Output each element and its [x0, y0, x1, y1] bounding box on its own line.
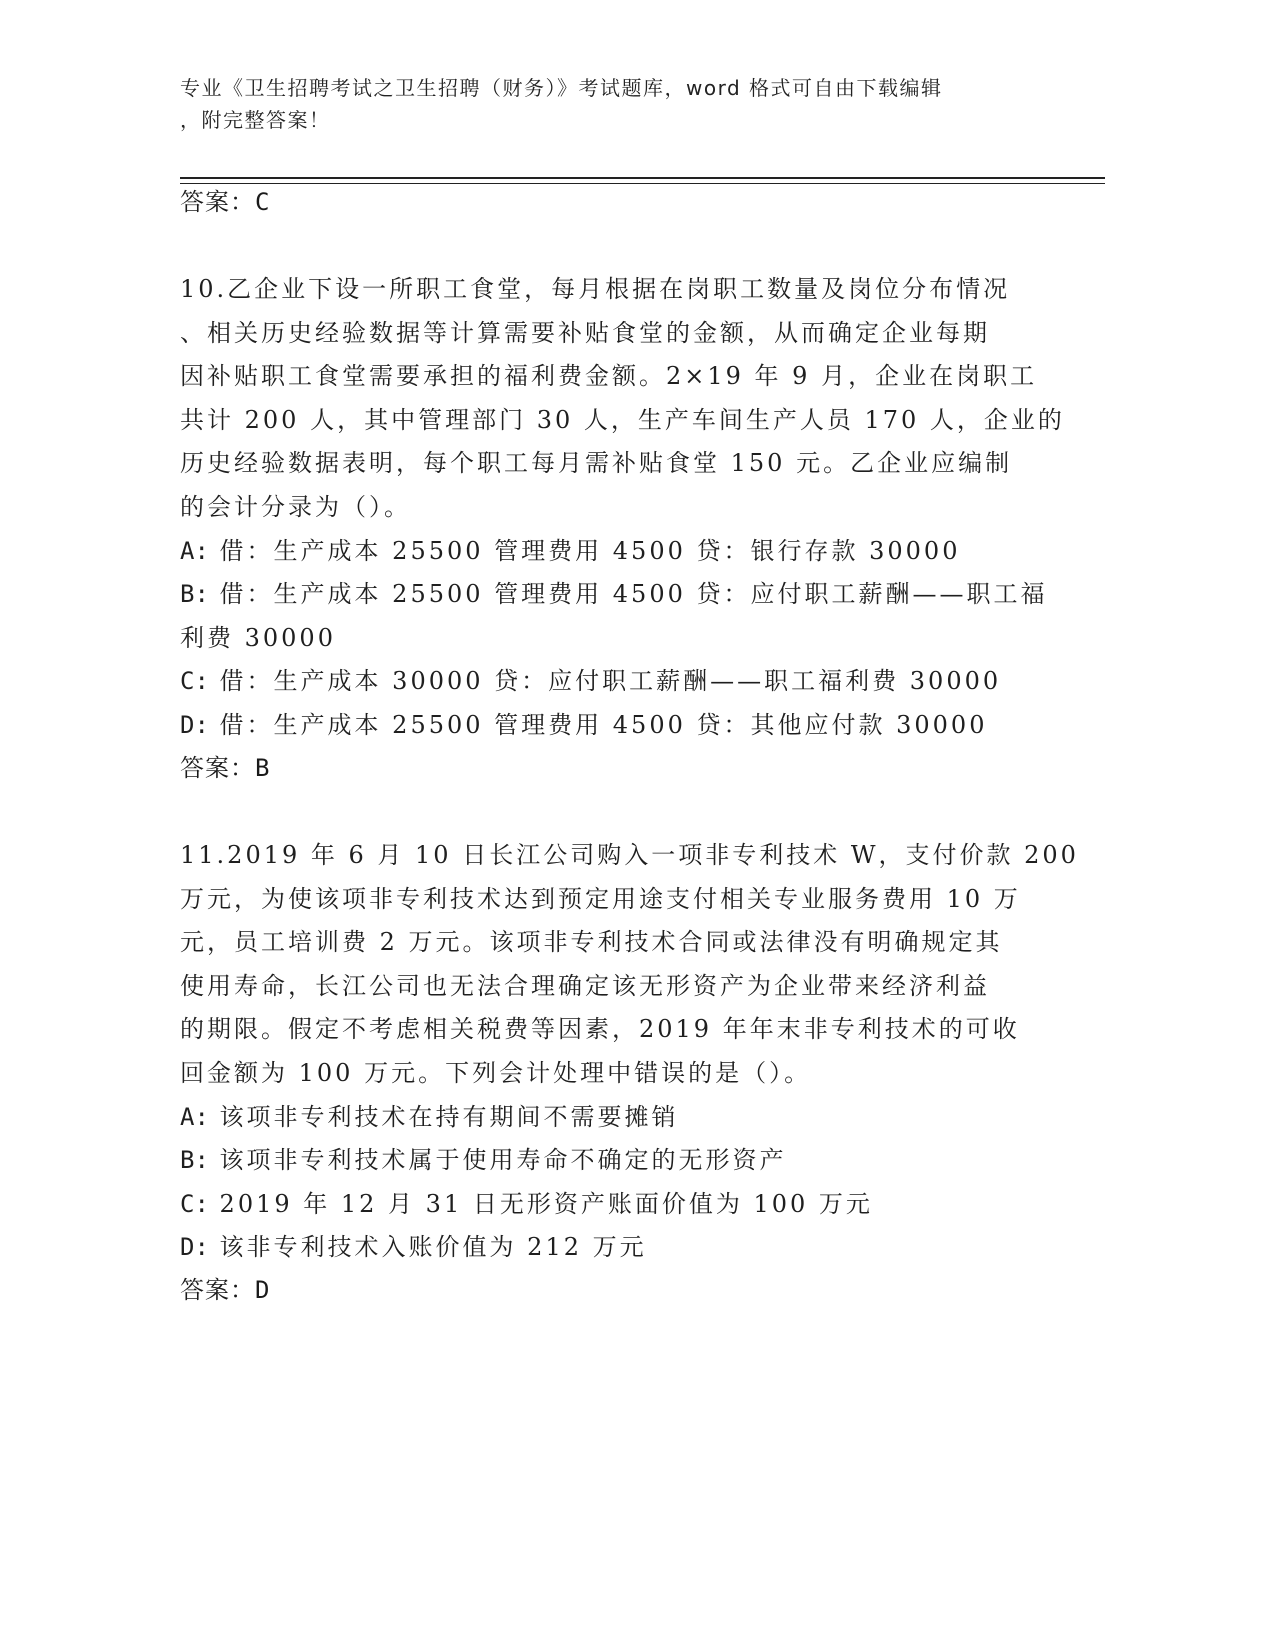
- option-text: 该项非专利技术在持有期间不需要摊销: [219, 1102, 679, 1131]
- option-b-continued: 利费 30000: [180, 623, 336, 652]
- question-text-line: 元，员工培训费 2 万元。该项非专利技术合同或法律没有明确规定其: [180, 928, 1003, 957]
- header-line-2: ，附完整答案！: [180, 108, 331, 132]
- question-text-line: 万元，为使该项非专利技术达到预定用途支付相关专业服务费用 10 万: [180, 884, 1021, 913]
- question-text-line: 10.乙企业下设一所职工食堂，每月根据在岗职工数量及岗位分布情况: [180, 275, 1011, 303]
- question-text-line: 因补贴职工食堂需要承担的福利费金额。2×19 年 9 月，企业在岗职工: [180, 362, 1038, 391]
- option-b: [180, 1139, 1080, 1183]
- option-text: 借：生产成本 30000 贷：应付职工薪酬——职工福利费 30000: [219, 667, 1002, 696]
- option-key: A:: [180, 536, 209, 565]
- option-key: C:: [180, 1189, 209, 1218]
- answer-11: [180, 1268, 270, 1312]
- question-text-line: 的会计分录为（）。: [180, 492, 411, 521]
- question-text-line: 共计 200 人，其中管理部门 30 人，生产车间生产人员 170 人，企业的: [180, 405, 1065, 434]
- answer-label: 答案：: [180, 754, 255, 782]
- option-text: 借：生产成本 25500 管理费用 4500 贷：应付职工薪酬——职工福: [219, 580, 1048, 609]
- answer-value: C: [255, 188, 271, 216]
- question-11: [180, 834, 1080, 1270]
- answer-value: D: [255, 1276, 271, 1304]
- option-a: [180, 1096, 1080, 1140]
- option-d: [180, 1226, 1080, 1270]
- answer-label: 答案：: [180, 1276, 255, 1304]
- question-text-line: 使用寿命，长江公司也无法合理确定该无形资产为企业带来经济利益: [180, 971, 990, 1000]
- option-d: [180, 704, 1080, 748]
- option-key: C:: [180, 667, 209, 696]
- option-c: [180, 660, 1080, 704]
- option-c: [180, 1183, 1080, 1227]
- option-key: B:: [180, 1146, 209, 1175]
- answer-value: B: [255, 754, 271, 782]
- answer-prev: [180, 180, 270, 224]
- option-key: A:: [180, 1102, 209, 1131]
- document-header: [180, 72, 1060, 136]
- option-text: 该非专利技术入账价值为 212 万元: [219, 1233, 647, 1262]
- question-text-line: 回金额为 100 万元。下列会计处理中错误的是（）。: [180, 1058, 812, 1087]
- option-key: B:: [180, 580, 209, 609]
- header-line-1: 专业《卫生招聘考试之卫生招聘（财务）》考试题库，word 格式可自由下载编辑: [180, 76, 943, 100]
- option-key: D:: [180, 710, 209, 739]
- option-text: 借：生产成本 25500 管理费用 4500 贷：银行存款 30000: [219, 536, 961, 565]
- option-a: [180, 530, 1080, 574]
- question-10: [180, 268, 1080, 748]
- option-key: D:: [180, 1233, 209, 1262]
- option-b: [180, 573, 1080, 617]
- question-text-line: 、相关历史经验数据等计算需要补贴食堂的金额，从而确定企业每期: [180, 318, 990, 347]
- answer-10: [180, 746, 270, 790]
- option-text: 2019 年 12 月 31 日无形资产账面价值为 100 万元: [219, 1189, 873, 1218]
- option-text: 借：生产成本 25500 管理费用 4500 贷：其他应付款 30000: [219, 710, 988, 739]
- header-rule-thin: [180, 183, 1105, 184]
- question-text-line: 历史经验数据表明，每个职工每月需补贴食堂 150 元。乙企业应编制: [180, 449, 1013, 478]
- header-rule-thick: [180, 177, 1105, 179]
- question-text-line: 的期限。假定不考虑相关税费等因素，2019 年年末非专利技术的可收: [180, 1015, 1020, 1044]
- answer-label: 答案：: [180, 188, 255, 216]
- option-text: 该项非专利技术属于使用寿命不确定的无形资产: [219, 1146, 787, 1175]
- question-text-line: 11.2019 年 6 月 10 日长江公司购入一项非专利技术 W，支付价款 200: [180, 841, 1079, 869]
